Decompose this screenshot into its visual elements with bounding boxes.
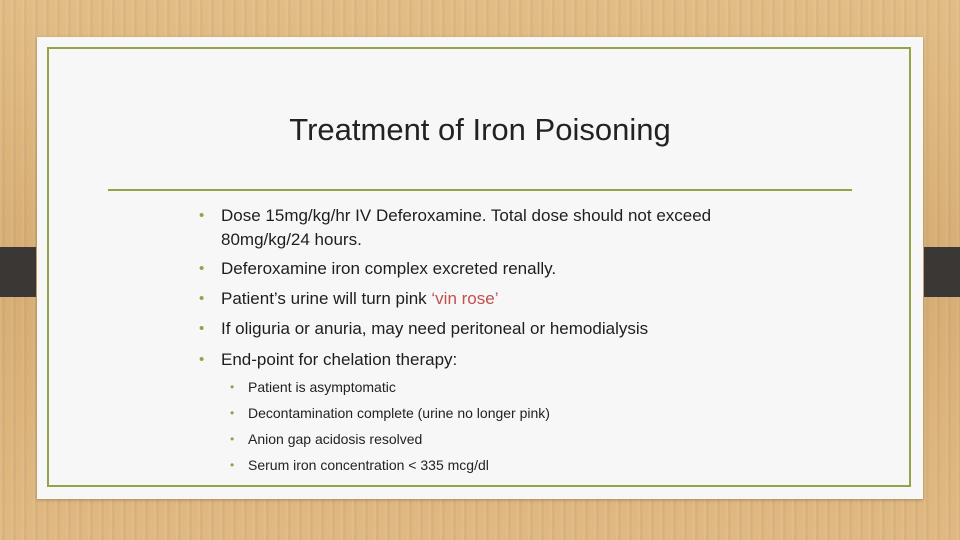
sub-bullet-text: Anion gap acidosis resolved — [248, 431, 423, 447]
bullet-text-continued: 80mg/kg/24 hours. — [221, 230, 362, 249]
bullet-text: Dose 15mg/kg/hr IV Deferoxamine. Total dose should not exceed — [221, 206, 712, 225]
sub-bullet-text: Serum iron concentration < 335 mcg/dl — [248, 457, 489, 473]
bullet-icon: • — [199, 207, 205, 224]
bullet-text: If oliguria or anuria, may need peritoneal or hemodialysis — [221, 319, 649, 338]
vin-rose-highlight: ‘vin rose’ — [431, 289, 499, 308]
sub-bullet-icon: • — [230, 380, 235, 394]
bullet-icon: • — [199, 260, 205, 277]
title-divider — [108, 189, 852, 191]
bullet-icon: • — [199, 351, 205, 368]
left-side-tab — [0, 247, 36, 297]
sub-bullet-text: Patient is asymptomatic — [248, 379, 396, 395]
bullet-text: Patient’s urine will turn pink — [221, 289, 432, 308]
sub-bullet-icon: • — [230, 458, 235, 472]
bullet-text-wrap — [221, 287, 499, 310]
slide-title: Treatment of Iron Poisoning — [289, 112, 671, 147]
bullet-text: End-point for chelation therapy: — [221, 350, 458, 369]
sub-bullet-icon: • — [230, 406, 235, 420]
bullet-text: Deferoxamine iron complex excreted renally. — [221, 259, 557, 278]
bullet-icon: • — [199, 320, 205, 337]
bullet-icon: • — [199, 290, 205, 307]
sub-bullet-icon: • — [230, 432, 235, 446]
sub-bullet-text: Decontamination complete (urine no longer pink) — [248, 405, 550, 421]
right-side-tab — [924, 247, 960, 297]
